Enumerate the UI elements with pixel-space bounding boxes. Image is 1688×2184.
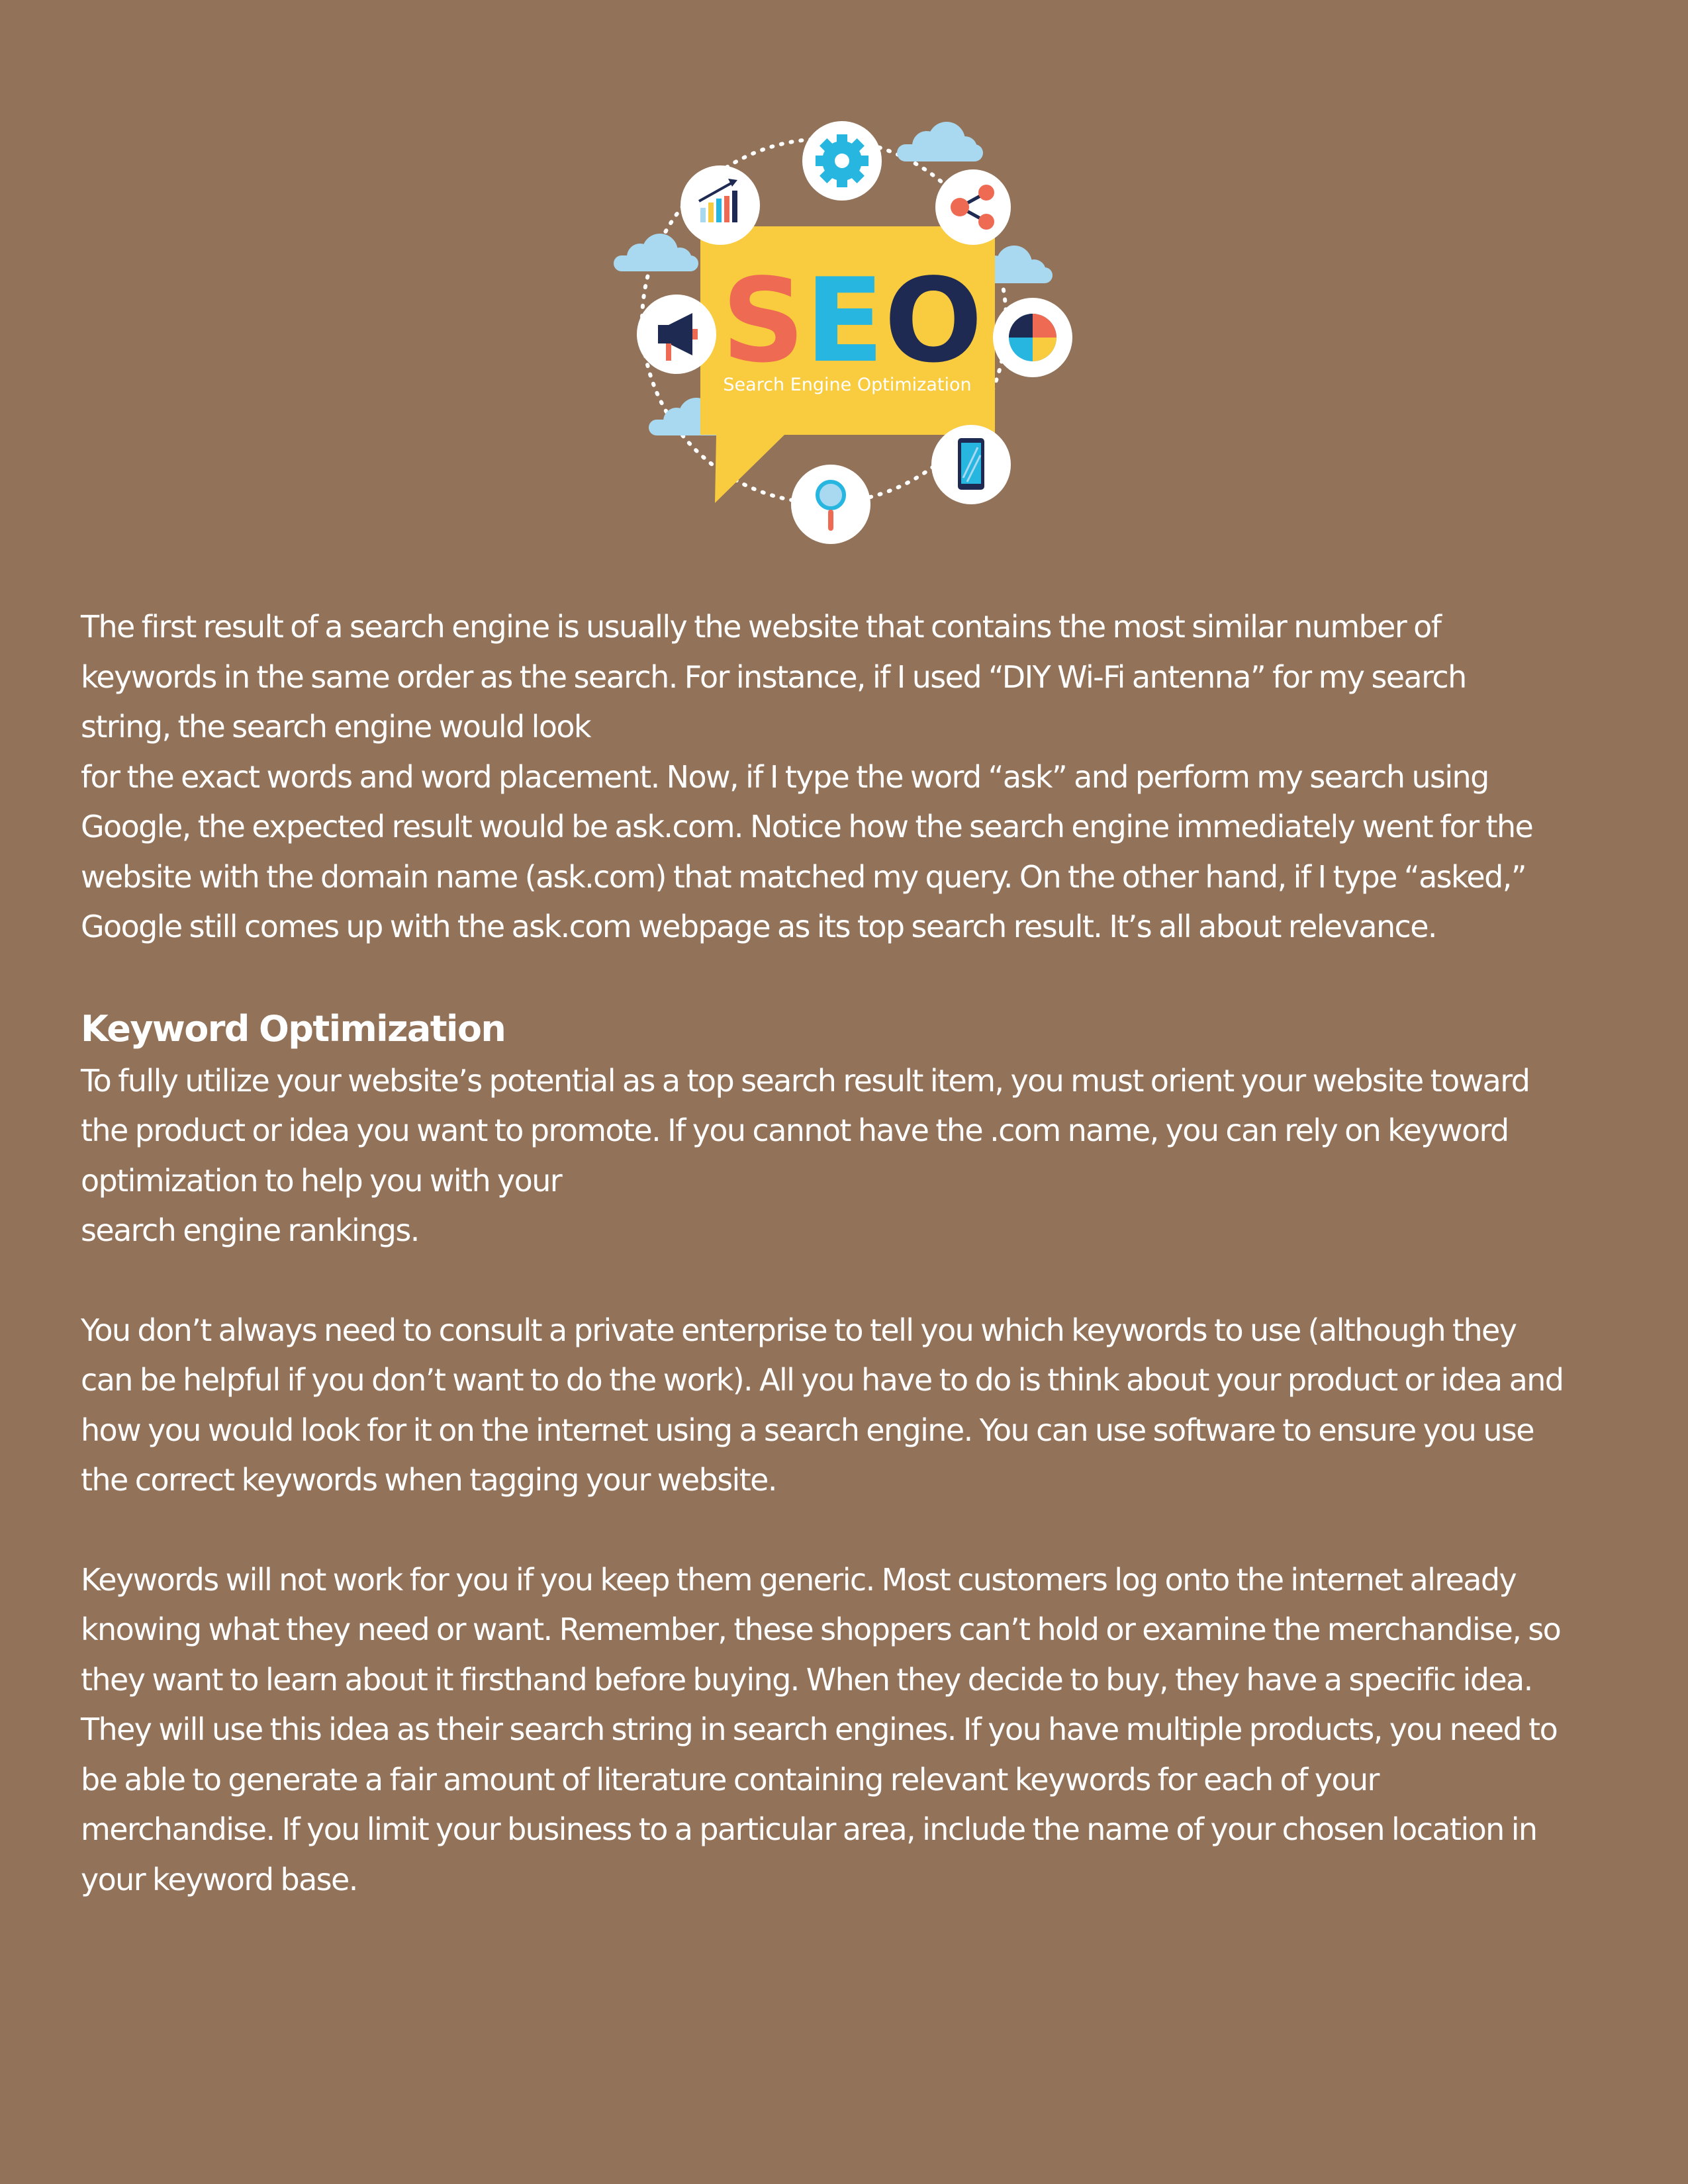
seo-logo-text: SEO: [722, 254, 983, 388]
pie-chart-icon: [993, 298, 1072, 377]
text-line: they want to learn about it firsthand before buying. When they decide to buy, they have a specific idea.: [81, 1661, 1532, 1698]
megaphone-icon: [637, 295, 716, 374]
cloud-icon: [897, 122, 983, 161]
bar-chart-icon: [680, 165, 760, 245]
text-line: your keyword base.: [81, 1861, 357, 1897]
seo-illustration: [596, 106, 1092, 569]
text-line: They will use this idea as their search string in search engines. If you have multiple products, you need to: [81, 1711, 1558, 1747]
paragraph-search-results: [81, 602, 1623, 952]
text-line: for the exact words and word placement. Now, if I type the word “ask” and perform my search using: [81, 758, 1489, 795]
paragraph-choosing-keywords: [81, 1306, 1623, 1506]
text-line: how you would look for it on the internet using a search engine. You can use software to ensure you use: [81, 1412, 1534, 1448]
text-line: optimization to help you with your: [81, 1162, 562, 1199]
paragraph-spacer: [81, 1256, 1623, 1306]
text-line: Google, the expected result would be ask.com. Notice how the search engine immediately went for the: [81, 809, 1533, 844]
document-body: [81, 602, 1623, 1905]
text-line: website with the domain name (ask.com) that matched my query. On the other hand, if I type “asked,”: [81, 858, 1526, 895]
text-line: string, the search engine would look: [81, 709, 590, 745]
text-line: merchandise. If you limit your business to a particular area, include the name of your chosen location in: [81, 1811, 1537, 1847]
text-line: keywords in the same order as the search. For instance, if I used “DIY Wi-Fi antenna” for my search: [81, 659, 1466, 695]
seo-subtitle: Search Engine Optimization: [723, 375, 972, 395]
gear-icon: [802, 121, 882, 201]
cloud-icon: [614, 234, 698, 271]
share-icon: [935, 169, 1011, 245]
paragraph-specific-keywords: [81, 1555, 1623, 1905]
smartphone-icon: [931, 425, 1011, 504]
text-line: knowing what they need or want. Remember, these shoppers can’t hold or examine the merchandise, so: [81, 1612, 1561, 1647]
text-line: the product or idea you want to promote. If you cannot have the .com name, you can rely on keyword: [81, 1113, 1509, 1148]
paragraph-spacer: [81, 1506, 1623, 1555]
text-line: Google still comes up with the ask.com webpage as its top search result. It’s all about relevance.: [81, 909, 1436, 944]
text-line: be able to generate a fair amount of literature containing relevant keywords for each of your: [81, 1761, 1379, 1797]
section-heading: Keyword Optimization: [81, 1007, 506, 1050]
text-line: the correct keywords when tagging your website.: [81, 1462, 776, 1498]
seo-logo-letters: [722, 254, 982, 395]
text-line: To fully utilize your website’s potential as a top search result item, you must orient your website toward: [81, 1062, 1530, 1099]
paragraph-spacer: [81, 952, 1623, 1002]
magnifier-icon: [791, 465, 870, 544]
paragraph-keyword-optimization: [81, 1056, 1623, 1256]
text-line: Keywords will not work for you if you keep them generic. Most customers log onto the internet already: [81, 1561, 1517, 1598]
text-line: The first result of a search engine is usually the website that contains the most similar number of: [81, 609, 1441, 645]
text-line: search engine rankings.: [81, 1212, 419, 1248]
text-line: can be helpful if you don’t want to do the work). All you have to do is think about your product or idea and: [81, 1362, 1564, 1398]
text-line: You don’t always need to consult a private enterprise to tell you which keywords to use (although they: [81, 1312, 1517, 1348]
